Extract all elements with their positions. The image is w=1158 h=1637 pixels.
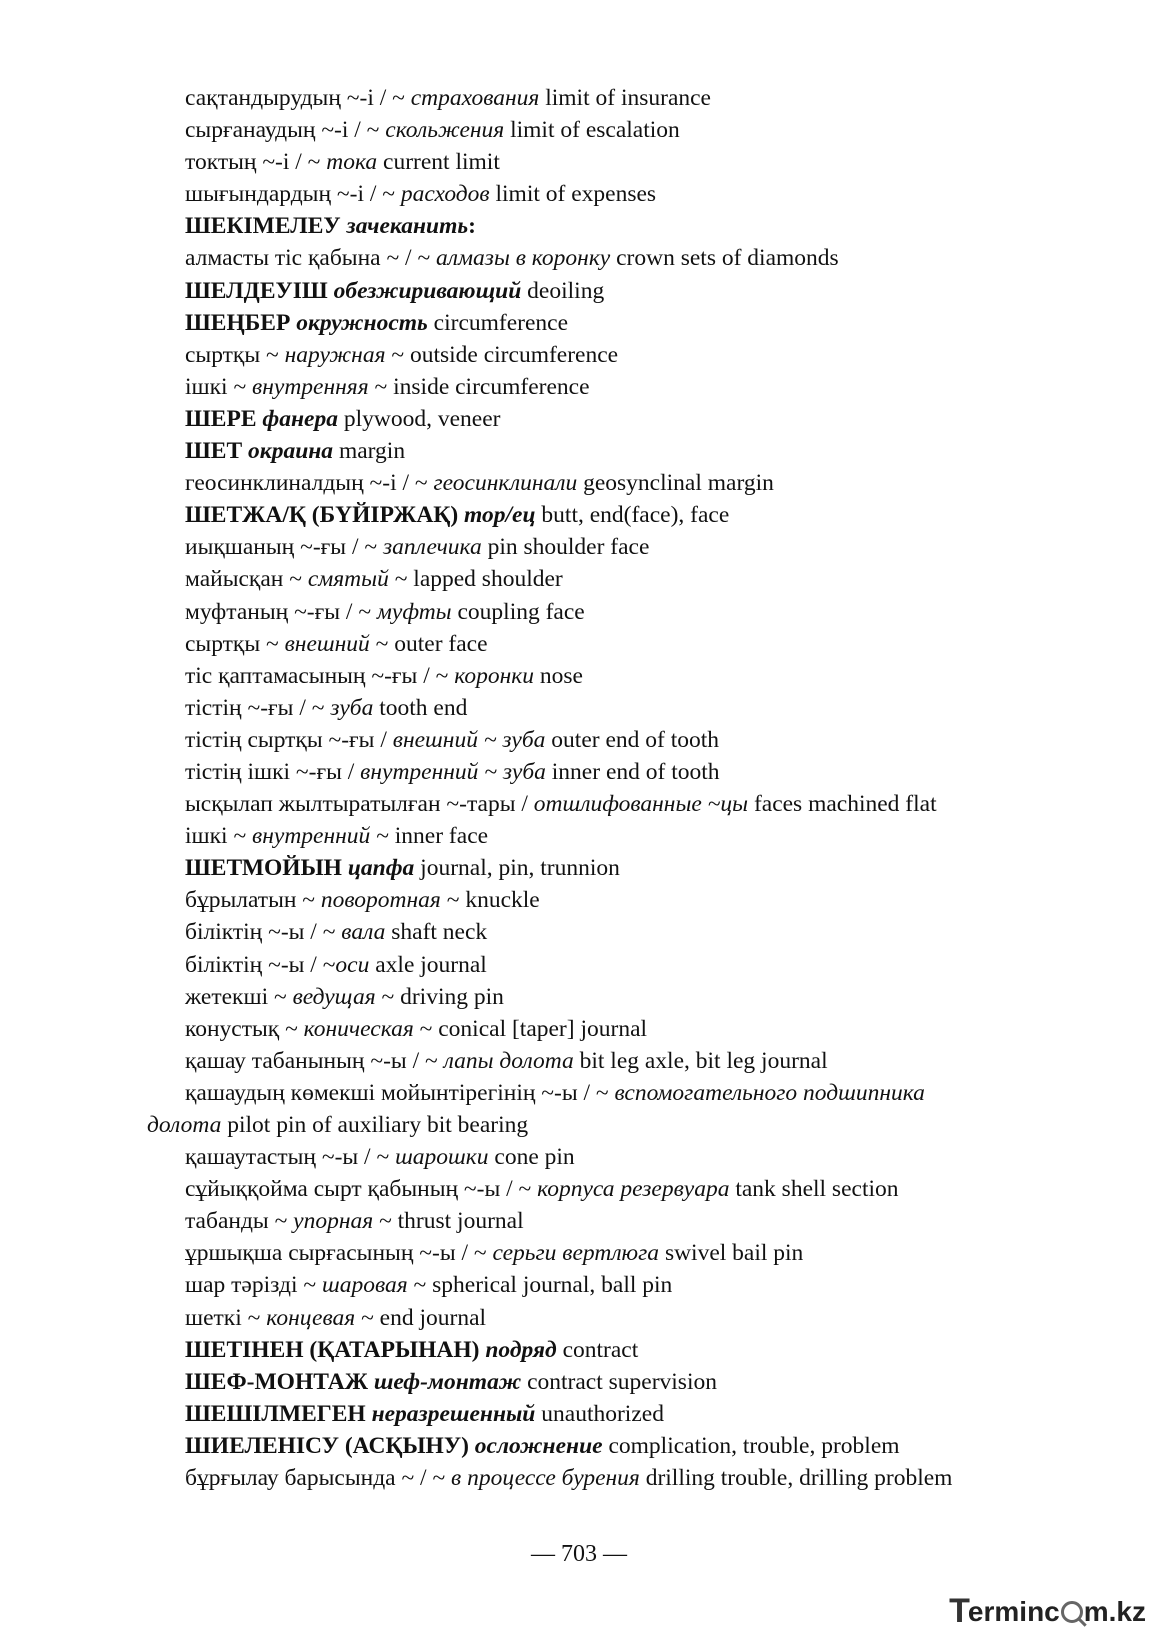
entry-text: butt, end(face), face	[535, 502, 730, 529]
russian-term: внутренняя	[252, 373, 369, 400]
russian-term: коронки	[454, 662, 534, 689]
dictionary-line	[147, 178, 1047, 210]
dictionary-line	[147, 1013, 1047, 1045]
entry-text: tooth end	[373, 694, 468, 721]
entry-text: margin	[333, 438, 406, 465]
entry-text: tank shell section	[729, 1176, 899, 1203]
entry-text: drilling trouble, drilling problem	[639, 1465, 953, 1492]
russian-term: заплечика	[382, 534, 482, 561]
entry-text: табанды ~	[185, 1208, 294, 1235]
headword-text: ШЕФ-МОНТАЖ	[185, 1368, 374, 1395]
russian-term: зуба	[330, 694, 374, 721]
headword-text: ШЕКІМЕЛЕУ	[185, 213, 347, 240]
dictionary-line	[147, 1334, 1047, 1366]
headword-text: ШИЕЛЕНІСУ (АСҚЫНУ)	[185, 1432, 475, 1459]
entry-text: contract supervision	[521, 1368, 717, 1395]
entry-text: pin shoulder face	[481, 534, 650, 561]
entry-text: токтың ~-і / ~	[185, 149, 327, 176]
entry-text: жетекші ~	[185, 983, 293, 1010]
russian-term: шаровая	[321, 1272, 408, 1299]
entry-text: қашаудың көмекші мойынтірегінің ~-ы / ~	[185, 1079, 615, 1106]
entry-text: ~ lapped shoulder	[388, 566, 563, 593]
entry-text: coupling face	[451, 598, 585, 625]
entry-text: bit leg axle, bit leg journal	[573, 1047, 828, 1074]
dictionary-line	[147, 1141, 1047, 1173]
entry-text: faces machined flat	[748, 791, 937, 818]
russian-term: внешний	[284, 630, 370, 657]
entry-text: бұрылатын ~	[185, 887, 321, 914]
watermark-text-middle: erminc	[967, 1595, 1060, 1627]
entry-text: nose	[533, 662, 583, 689]
entry-text: біліктің ~-ы / ~	[185, 919, 342, 946]
dictionary-line	[147, 275, 1047, 307]
entry-text: outer end of tooth	[545, 726, 720, 753]
dictionary-line	[147, 339, 1047, 371]
entry-text: тістің сыртқы ~-ғы /	[185, 726, 393, 753]
entry-text: тіс қаптамасының ~-ғы / ~	[185, 662, 455, 689]
dictionary-line	[147, 210, 1047, 242]
entry-text: circumference	[427, 309, 569, 336]
dictionary-line	[147, 531, 1047, 563]
headword-text: обезжиривающий	[333, 277, 522, 304]
headword-text: неразрешенный	[371, 1400, 536, 1427]
entry-text: сақтандырудың ~-і / ~	[185, 85, 411, 111]
dictionary-line	[147, 499, 1047, 531]
dictionary-line	[147, 1398, 1047, 1430]
dictionary-line	[147, 1045, 1047, 1077]
headword-text: шеф-монтаж	[373, 1368, 522, 1395]
dictionary-line	[147, 692, 1047, 724]
dictionary-line	[147, 242, 1047, 274]
russian-term: шарошки	[395, 1144, 489, 1171]
watermark-text-suffix: m.kz	[1083, 1595, 1146, 1627]
entry-text: complication, trouble, problem	[602, 1432, 900, 1459]
entry-text: ~ inner face	[370, 823, 489, 850]
dictionary-line	[147, 435, 1047, 467]
magnifier-icon	[1061, 1601, 1083, 1623]
entry-text: сырғанаудың ~-і / ~	[185, 117, 386, 144]
headword-text: фанера	[262, 405, 338, 432]
dictionary-line	[147, 82, 1047, 114]
entry-text: ішкі ~	[185, 823, 253, 850]
entry-text: геосинклиналдың ~-і / ~	[185, 470, 434, 497]
dictionary-line	[147, 1237, 1047, 1269]
dictionary-line	[147, 1430, 1047, 1462]
entry-text: ысқылап жылтыратылған ~-тары /	[185, 791, 534, 818]
dictionary-line	[147, 949, 1047, 981]
entry-text: сыртқы ~	[185, 630, 285, 657]
dictionary-line	[147, 884, 1047, 916]
entry-text: ~ outside circumference	[385, 341, 619, 368]
dictionary-line	[147, 724, 1047, 756]
dictionary-line	[147, 114, 1047, 146]
dictionary-line	[147, 820, 1047, 852]
russian-term: поворотная	[320, 887, 441, 914]
watermark-letter: T	[949, 1592, 970, 1630]
russian-term: упорная	[293, 1208, 374, 1235]
russian-term: ведущая	[292, 983, 376, 1010]
entry-text: шар тәрізді ~	[185, 1272, 322, 1299]
entry-text: inner end of tooth	[545, 758, 720, 785]
entry-text: limit of escalation	[504, 117, 680, 144]
entry-text: pilot pin of auxiliary bit bearing	[221, 1112, 529, 1138]
headword-text: окружность	[296, 309, 428, 336]
entry-text: иықшаның ~-ғы / ~	[185, 534, 383, 561]
entry-text: unauthorized	[535, 1400, 664, 1427]
russian-term: расходов	[400, 181, 490, 208]
dictionary-line	[147, 1173, 1047, 1205]
dictionary-line	[147, 371, 1047, 403]
russian-term: скольжения	[385, 117, 505, 144]
entry-text: ішкі ~	[185, 373, 253, 400]
dictionary-line	[147, 788, 1047, 820]
russian-term: алмазы в коронку	[436, 245, 611, 272]
dictionary-line	[147, 563, 1047, 595]
russian-term: наружная	[284, 341, 386, 368]
entry-text: сыртқы ~	[185, 341, 285, 368]
dictionary-line	[147, 1302, 1047, 1334]
dictionary-line	[147, 403, 1047, 435]
entry-text: swivel bail pin	[659, 1240, 804, 1267]
russian-term: геосинклинали	[433, 470, 578, 497]
page-number: — 703 —	[531, 1541, 627, 1567]
headword-text: подряд	[485, 1336, 557, 1363]
russian-term: долота	[147, 1112, 222, 1138]
entry-text: қашау табанының ~-ы / ~	[185, 1047, 444, 1074]
russian-term: внутренний ~ зуба	[360, 758, 546, 785]
entry-text: limit of insurance	[539, 85, 711, 111]
entry-text: contract	[556, 1336, 639, 1363]
russian-term: внутренний	[252, 823, 371, 850]
entry-text: geosynclinal margin	[577, 470, 774, 497]
russian-term: смятый	[307, 566, 389, 593]
headword-text: ШЕЛДЕУІШ	[185, 277, 334, 304]
entry-text: тістің ~-ғы / ~	[185, 694, 331, 721]
entry-text: конустық ~	[185, 1015, 304, 1042]
headword-text: :	[468, 213, 476, 240]
entry-text: алмасты тіс қабына ~ / ~	[185, 245, 437, 272]
headword-text: окраина	[248, 438, 334, 465]
entry-text: axle journal	[369, 951, 487, 978]
dictionary-line	[147, 1462, 1047, 1494]
entry-text: shaft neck	[385, 919, 488, 946]
dictionary-line	[147, 981, 1047, 1013]
russian-term: муфты	[376, 598, 452, 625]
headword-text: цапфа	[347, 855, 415, 882]
headword-text: ШЕТІНЕН (ҚАТАРЫНАН)	[185, 1336, 486, 1363]
russian-term: корпуса резервуара	[537, 1176, 730, 1203]
entry-text: ~ thrust journal	[373, 1208, 524, 1235]
dictionary-line	[147, 1077, 1047, 1109]
entry-text: current limit	[377, 149, 500, 176]
entry-text: шеткі ~	[185, 1304, 267, 1331]
entry-text: ~ knuckle	[440, 887, 540, 914]
entry-text: crown sets of diamonds	[610, 245, 839, 272]
entry-text: limit of expenses	[489, 181, 657, 208]
dictionary-line	[147, 1205, 1047, 1237]
entry-text: қашаутастың ~-ы / ~	[185, 1144, 396, 1171]
dictionary-line	[147, 1269, 1047, 1301]
headword-text: ШЕТЖА/Қ (БҮЙІРЖАҚ)	[185, 502, 465, 529]
entry-text: journal, pin, trunnion	[414, 855, 620, 882]
dictionary-line	[147, 628, 1047, 660]
headword-text: ШЕШІЛМЕГЕН	[185, 1400, 372, 1427]
entry-text: сұйыққойма сырт қабының ~-ы / ~	[185, 1176, 538, 1203]
entry-text: ~ inside circumference	[368, 373, 590, 400]
entry-text: ~ end journal	[355, 1304, 487, 1331]
dictionary-line	[147, 1109, 1047, 1141]
dictionary-line	[147, 916, 1047, 948]
russian-term: оси	[335, 951, 370, 978]
headword-text: ШЕТМОЙЫН	[185, 855, 348, 882]
russian-term: в процессе бурения	[451, 1465, 640, 1492]
watermark-logo	[949, 1592, 1146, 1631]
russian-term: коническая	[303, 1015, 414, 1042]
dictionary-line	[147, 467, 1047, 499]
dictionary-entries	[147, 82, 1047, 1494]
russian-term: концевая	[266, 1304, 356, 1331]
entry-text: plywood, veneer	[337, 405, 501, 432]
dictionary-line	[147, 756, 1047, 788]
russian-term: отшлифованные ~цы	[533, 791, 749, 818]
entry-text: муфтаның ~-ғы / ~	[185, 598, 377, 625]
headword-text: зачеканить	[346, 213, 469, 240]
dictionary-line	[147, 307, 1047, 339]
entry-text: шығындардың ~-і / ~	[185, 181, 401, 208]
entry-text: бұрғылау барысында ~ / ~	[185, 1465, 452, 1492]
entry-text: тістің ішкі ~-ғы /	[185, 758, 361, 785]
headword-text: тор/ец	[464, 502, 536, 529]
russian-term: вала	[341, 919, 386, 946]
headword-text: ШЕРЕ	[185, 405, 263, 432]
entry-text: ~ outer face	[369, 630, 488, 657]
headword-text: осложнение	[474, 1432, 603, 1459]
headword-text: ШЕТ	[185, 438, 249, 465]
dictionary-line	[147, 852, 1047, 884]
russian-term: серьги вертлюга	[492, 1240, 660, 1267]
entry-text: deoiling	[521, 277, 605, 304]
entry-text: ~ driving pin	[375, 983, 504, 1010]
russian-term: лапы долота	[443, 1047, 574, 1074]
entry-text: майысқан ~	[185, 566, 308, 593]
russian-term: внешний ~ зуба	[392, 726, 546, 753]
entry-text: ұршықша сырғасының ~-ы / ~	[185, 1240, 493, 1267]
dictionary-line	[147, 660, 1047, 692]
dictionary-line	[147, 1366, 1047, 1398]
entry-text: біліктің ~-ы / ~	[185, 951, 336, 978]
headword-text: ШЕҢБЕР	[185, 309, 297, 336]
entry-text: ~ conical [taper] journal	[413, 1015, 648, 1042]
russian-term: вспомогательного подшипника	[614, 1079, 925, 1106]
dictionary-line	[147, 146, 1047, 178]
russian-term: тока	[326, 149, 378, 176]
entry-text: cone pin	[488, 1144, 575, 1171]
entry-text: ~ spherical journal, ball pin	[407, 1272, 673, 1299]
russian-term: страхования	[410, 85, 540, 111]
dictionary-line	[147, 596, 1047, 628]
